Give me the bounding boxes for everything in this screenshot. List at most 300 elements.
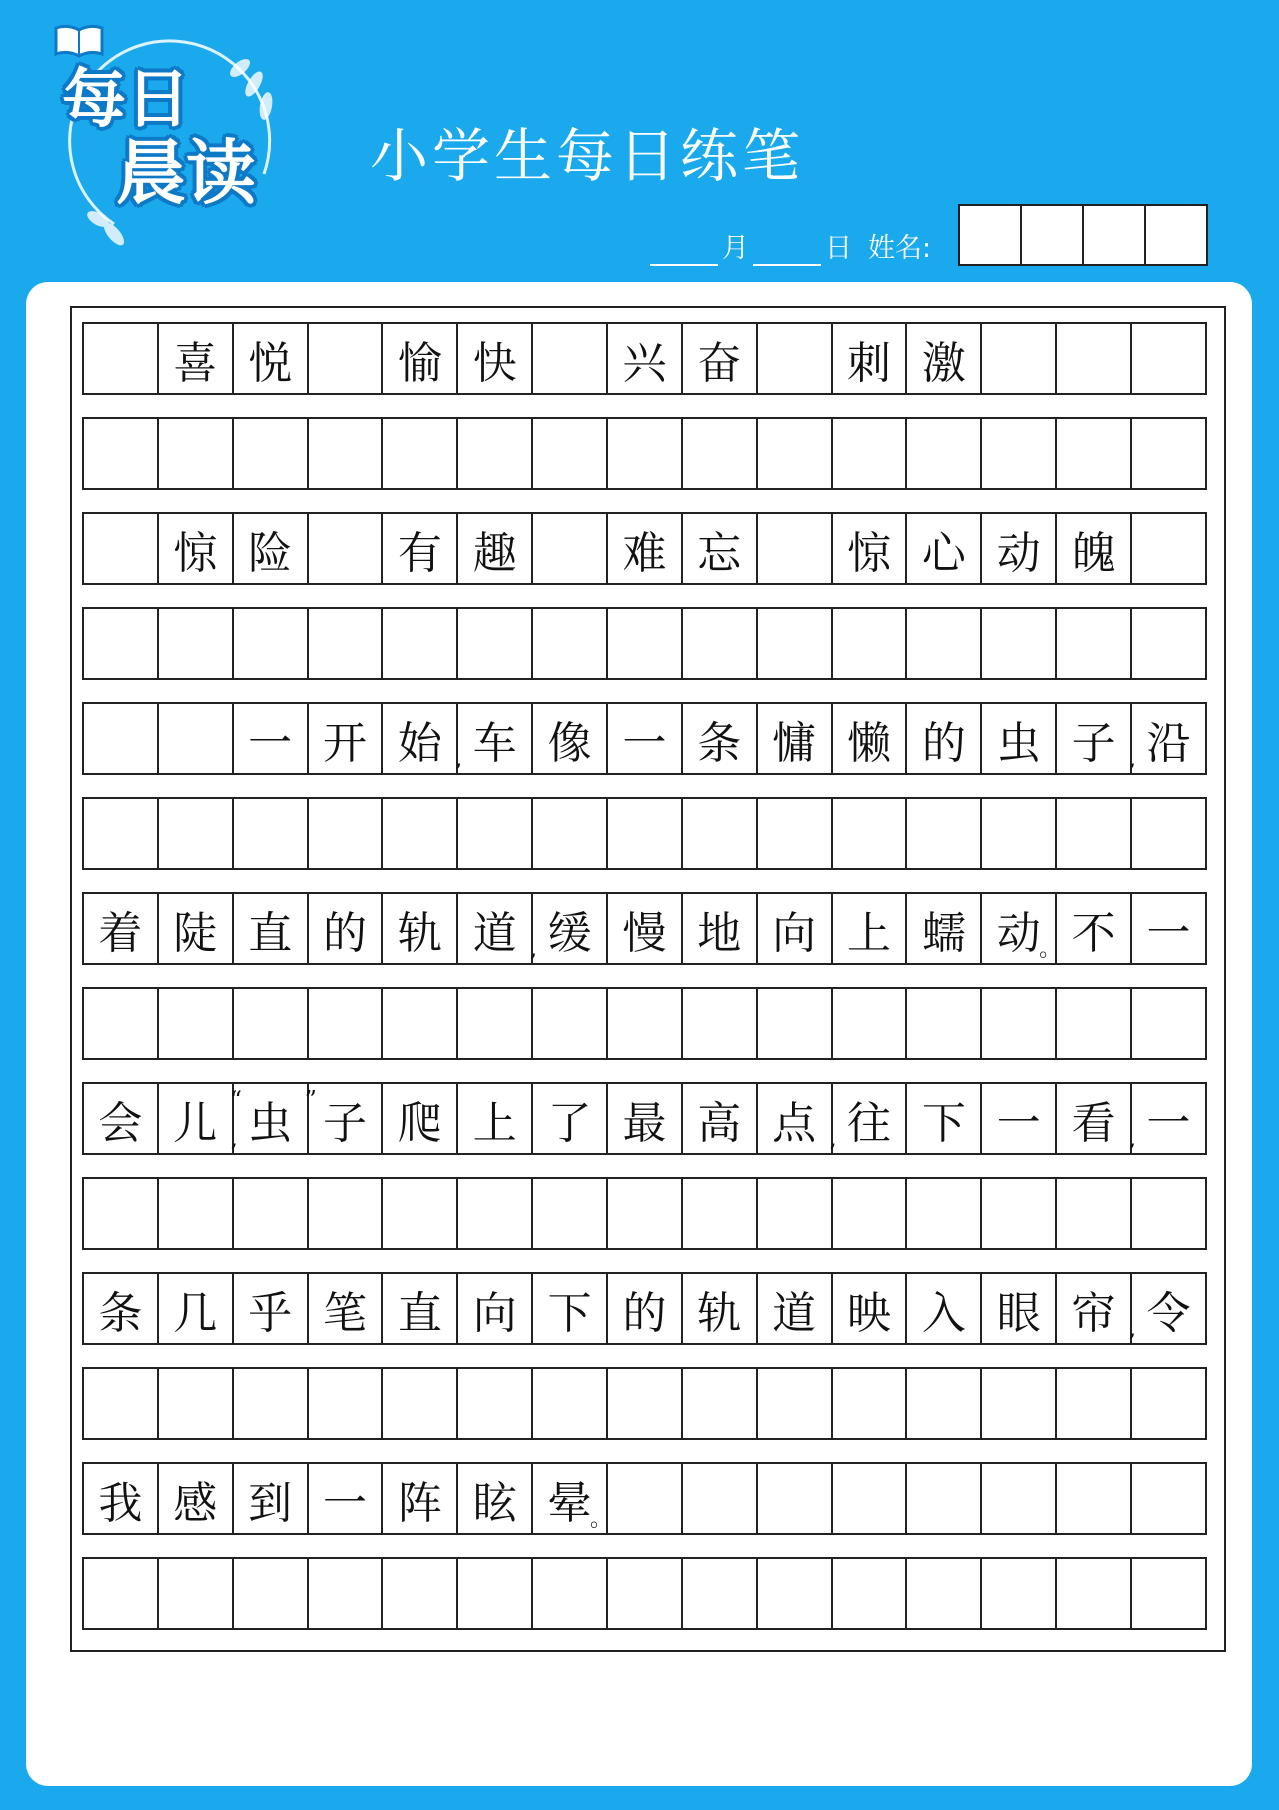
grid-cell	[907, 894, 982, 963]
grid-cell	[982, 514, 1057, 583]
cell-char: 魄	[1071, 527, 1116, 579]
cell-char: 兴	[622, 337, 667, 389]
cell-char: 点	[772, 1097, 817, 1149]
cell-char: 最	[622, 1097, 667, 1149]
grid-cell	[907, 1274, 982, 1343]
grid-cell	[982, 1369, 1057, 1438]
grid-cell	[458, 1084, 533, 1153]
punctuation-mark: 。	[590, 1507, 613, 1532]
grid-cell	[982, 1179, 1057, 1248]
punctuation-mark: 。	[1039, 937, 1062, 962]
grid-cell	[84, 704, 159, 773]
grid-cell	[1057, 609, 1132, 678]
grid-cell	[458, 989, 533, 1058]
grid-cell	[758, 894, 833, 963]
cell-char: 看	[1071, 1097, 1116, 1149]
grid-cell	[234, 799, 309, 868]
grid-cell	[982, 1464, 1057, 1533]
punctuation-mark: ,	[230, 1127, 238, 1152]
name-label: 姓名:	[868, 233, 932, 264]
cell-char: 开	[323, 717, 367, 769]
cell-char: 向	[472, 1287, 517, 1339]
open-book-icon	[54, 24, 104, 58]
cell-char: 趣	[472, 527, 517, 579]
grid-cell	[533, 1464, 613, 1533]
grid-cell	[383, 609, 458, 678]
grid-cell	[159, 1464, 234, 1533]
cell-char: 轨	[697, 1287, 742, 1339]
grid-cell	[1057, 1179, 1132, 1248]
name-box	[960, 206, 1022, 264]
grid-cell	[833, 799, 908, 868]
grid-cell	[159, 1274, 234, 1343]
grid-cell	[1132, 704, 1207, 773]
grid-cell	[758, 799, 833, 868]
cell-char: 一	[323, 1477, 367, 1529]
name-boxes	[958, 204, 1208, 266]
grid-cell	[833, 1369, 908, 1438]
punctuation-mark: ”	[304, 1086, 317, 1114]
grid-cell	[1132, 799, 1207, 868]
grid-cell	[383, 1369, 458, 1438]
grid-cell	[758, 704, 833, 773]
grid-cell	[84, 1369, 159, 1438]
cell-char: 乎	[248, 1287, 293, 1339]
grid-cell	[234, 514, 309, 583]
cell-char: 上	[472, 1097, 517, 1149]
grid-cell	[383, 799, 458, 868]
grid-cell	[833, 989, 908, 1058]
grid-cell	[458, 419, 533, 488]
grid-cell	[608, 1369, 683, 1438]
grid-cell	[982, 324, 1057, 393]
cell-char: 车	[472, 717, 517, 769]
grid-cell	[533, 419, 608, 488]
grid-cell	[683, 1274, 758, 1343]
grid-cell	[383, 514, 458, 583]
cell-char: 愉	[397, 337, 442, 389]
grid-cell	[1132, 514, 1207, 583]
grid-cell	[159, 799, 234, 868]
grid-cell	[758, 324, 833, 393]
cell-char: 不	[1071, 907, 1116, 959]
grid-cell	[907, 989, 982, 1058]
cell-char: 激	[921, 337, 966, 389]
cell-char: 奋	[697, 337, 742, 389]
grid-cell	[982, 609, 1057, 678]
grid-cell	[458, 1464, 533, 1533]
grid-cell	[833, 609, 908, 678]
grid-cell	[84, 1274, 159, 1343]
grid-cell	[234, 1464, 309, 1533]
grid-cell	[458, 324, 533, 393]
grid-cell	[234, 1559, 309, 1628]
grid-cell	[84, 1559, 159, 1628]
grid-cell	[833, 514, 908, 583]
cell-char: 会	[98, 1097, 143, 1149]
cell-char: 虫	[248, 1097, 293, 1149]
grid-cell	[1057, 514, 1132, 583]
grid-cell	[907, 704, 982, 773]
grid-cell	[982, 1559, 1057, 1628]
grid-cell	[159, 609, 234, 678]
grid-cell	[309, 1559, 384, 1628]
grid-cell	[309, 704, 384, 773]
cell-char: 的	[622, 1287, 667, 1339]
cell-char: 慵	[772, 717, 817, 769]
cell-char: 刺	[847, 337, 892, 389]
month-label: 月	[722, 233, 749, 264]
grid-cell	[982, 894, 1062, 963]
cell-char: 条	[697, 717, 742, 769]
grid-cell	[833, 1084, 908, 1153]
cell-char: 难	[622, 527, 667, 579]
grid-cell	[608, 894, 683, 963]
grid-cell	[1132, 894, 1207, 963]
grid-cell	[159, 324, 234, 393]
practice-row	[82, 1177, 1207, 1250]
grid-cell	[758, 1464, 833, 1533]
cell-char: 往	[847, 1097, 892, 1149]
grid-cell	[982, 1274, 1057, 1343]
cell-char: 向	[772, 907, 817, 959]
grid-cell	[758, 1084, 837, 1153]
grid-cell	[234, 704, 309, 773]
grid-cell	[683, 1369, 758, 1438]
grid-cell	[533, 1559, 608, 1628]
grid-cell	[833, 1179, 908, 1248]
cell-char: 子	[1071, 717, 1116, 769]
grid-cell	[234, 324, 309, 393]
grid-cell	[458, 1369, 533, 1438]
cell-char: 着	[98, 907, 143, 959]
text-row	[82, 1462, 1207, 1535]
punctuation-mark: ,	[1129, 747, 1137, 772]
grid-cell	[309, 419, 384, 488]
grid-cell	[533, 989, 608, 1058]
grid-cell	[234, 1369, 309, 1438]
grid-cell	[383, 1559, 458, 1628]
cell-char: 忘	[697, 527, 742, 579]
grid-cell	[533, 1179, 608, 1248]
grid-cell	[608, 1464, 683, 1533]
date-name-line	[646, 232, 931, 266]
grid-cell	[758, 514, 833, 583]
grid-cell	[458, 1559, 533, 1628]
grid-cell	[84, 1464, 159, 1533]
grid-cell	[683, 1084, 758, 1153]
cell-char: 惊	[847, 527, 892, 579]
grid-cell	[833, 894, 908, 963]
text-row	[82, 1082, 1207, 1155]
cell-char: 的	[921, 717, 966, 769]
grid-cell	[159, 1369, 234, 1438]
cell-char: 道	[772, 1287, 817, 1339]
grid-cell	[1057, 1369, 1132, 1438]
day-blank	[753, 236, 821, 266]
grid-cell	[309, 324, 384, 393]
cell-char: 几	[173, 1287, 218, 1339]
grid-cell	[309, 1274, 384, 1343]
grid-cell	[608, 704, 683, 773]
grid-cell	[458, 609, 533, 678]
grid-cell	[84, 514, 159, 583]
day-label: 日	[825, 233, 852, 264]
punctuation-mark: ,	[530, 937, 538, 962]
text-row	[82, 512, 1207, 585]
cell-char: 下	[547, 1287, 592, 1339]
cell-char: 一	[248, 717, 293, 769]
grid-cell	[383, 1084, 458, 1153]
cell-char: 始	[397, 717, 442, 769]
cell-char: 眩	[472, 1477, 517, 1529]
grid-cell	[1132, 609, 1207, 678]
cell-char: 陡	[173, 907, 218, 959]
grid-cell	[907, 514, 982, 583]
grid-cell	[309, 1179, 384, 1248]
grid-cell	[907, 1464, 982, 1533]
grid-cell	[234, 1274, 309, 1343]
cell-char: 悦	[248, 337, 293, 389]
grid-cell	[159, 419, 234, 488]
cell-char: 直	[397, 1287, 442, 1339]
grid-cell	[833, 1274, 908, 1343]
cell-char: 了	[547, 1097, 592, 1149]
cell-char: 沿	[1146, 717, 1191, 769]
grid-cell	[683, 324, 758, 393]
grid-cell	[833, 704, 908, 773]
grid-cell	[758, 1369, 833, 1438]
grid-cell	[533, 799, 608, 868]
cell-char: 像	[547, 717, 592, 769]
text-row	[82, 1272, 1207, 1345]
cell-char: 直	[248, 907, 293, 959]
cell-char: 道	[472, 907, 517, 959]
grid-cell	[84, 419, 159, 488]
grid-cell	[309, 514, 384, 583]
practice-row	[82, 607, 1207, 680]
grid-cell	[309, 894, 384, 963]
grid-cell	[309, 989, 384, 1058]
grid-cell	[533, 324, 608, 393]
month-blank	[650, 236, 718, 266]
punctuation-mark: “	[229, 1086, 242, 1114]
cell-char: 令	[1146, 1287, 1191, 1339]
grid-cell	[84, 894, 159, 963]
cell-char: 帘	[1071, 1287, 1116, 1339]
grid-cell	[159, 704, 234, 773]
grid-cell	[758, 1179, 833, 1248]
cell-char: 的	[323, 907, 367, 959]
grid-cell	[1132, 1559, 1207, 1628]
cell-char: 儿	[173, 1097, 218, 1149]
name-box	[1146, 206, 1206, 264]
punctuation-mark: ,	[829, 1127, 837, 1152]
cell-char: 轨	[397, 907, 442, 959]
grid-cell	[608, 1274, 683, 1343]
cell-char: 动	[996, 907, 1041, 959]
grid-cell	[1057, 324, 1132, 393]
grid-cell	[234, 1179, 309, 1248]
cell-char: 快	[472, 337, 517, 389]
grid-cell	[309, 609, 384, 678]
grid-cell	[1057, 1084, 1137, 1153]
cell-char: 爬	[397, 1097, 442, 1149]
grid-cell	[1057, 799, 1132, 868]
grid-cell	[229, 1084, 309, 1153]
text-row	[82, 702, 1207, 775]
grid-cell	[608, 514, 683, 583]
grid-cell	[458, 1274, 533, 1343]
cell-char: 上	[847, 907, 892, 959]
grid-cell	[383, 419, 458, 488]
name-box	[1022, 206, 1084, 264]
cell-char: 有	[397, 527, 442, 579]
grid-cell	[533, 894, 608, 963]
grid-cell	[383, 1179, 458, 1248]
grid-cell	[458, 704, 533, 773]
cell-char: 晕	[547, 1477, 592, 1529]
cell-char: 喜	[173, 337, 218, 389]
grid-cell	[309, 1464, 384, 1533]
grid-cell	[683, 419, 758, 488]
grid-cell	[608, 1084, 683, 1153]
grid-cell	[758, 1274, 833, 1343]
cell-char: 眼	[996, 1287, 1041, 1339]
grid-cell	[758, 989, 833, 1058]
grid-cell	[533, 704, 608, 773]
grid-cell	[907, 1179, 982, 1248]
cell-char: 一	[1146, 907, 1191, 959]
grid-cell	[907, 419, 982, 488]
grid-cell	[608, 324, 683, 393]
cell-char: 映	[847, 1287, 892, 1339]
grid-cell	[533, 514, 608, 583]
grid-cell	[159, 894, 234, 963]
grid-cell	[309, 1369, 384, 1438]
grid-cell	[683, 514, 758, 583]
grid-cell	[907, 1084, 982, 1153]
grid-cell	[1132, 324, 1207, 393]
cell-char: 惊	[173, 527, 218, 579]
grid-cell	[458, 1179, 533, 1248]
grid-cell	[383, 324, 458, 393]
cell-char: 高	[697, 1097, 742, 1149]
grid-cell	[683, 1179, 758, 1248]
cell-char: 到	[248, 1477, 293, 1529]
cell-char: 虫	[996, 717, 1041, 769]
grid-cell	[907, 1559, 982, 1628]
grid-cell	[533, 1274, 608, 1343]
logo-line-1: 每日	[62, 63, 190, 137]
grid-cell	[234, 894, 309, 963]
cell-char: 慢	[622, 907, 667, 959]
logo-badge	[54, 24, 294, 264]
cell-char: 蠕	[921, 907, 966, 959]
grid-cell	[234, 609, 309, 678]
grid-cell	[1057, 1464, 1132, 1533]
cell-char: 地	[697, 907, 742, 959]
cell-char: 笔	[323, 1287, 367, 1339]
grid-cell	[309, 799, 384, 868]
grid-cell	[383, 1464, 458, 1533]
grid-cell	[833, 324, 908, 393]
grid-cell	[608, 609, 683, 678]
grid-cell	[159, 1179, 234, 1248]
grid-cell	[608, 799, 683, 868]
cell-char: 险	[248, 527, 293, 579]
practice-row	[82, 797, 1207, 870]
cell-char: 我	[98, 1477, 143, 1529]
grid-cell	[383, 1274, 458, 1343]
name-box	[1084, 206, 1146, 264]
cell-char: 一	[622, 717, 667, 769]
cell-char: 感	[173, 1477, 218, 1529]
grid-cell	[982, 989, 1057, 1058]
grid-cell	[533, 1369, 608, 1438]
cell-char: 阵	[397, 1477, 442, 1529]
grid-cell	[159, 1084, 238, 1153]
grid-cell	[907, 609, 982, 678]
text-row	[82, 322, 1207, 395]
practice-row	[82, 1367, 1207, 1440]
grid-cell	[1132, 1369, 1207, 1438]
practice-row	[82, 1557, 1207, 1630]
grid-cell	[1057, 704, 1137, 773]
punctuation-mark: ,	[1129, 1127, 1137, 1152]
grid-cell	[907, 1369, 982, 1438]
grid-cell	[458, 514, 533, 583]
grid-cell	[758, 1559, 833, 1628]
grid-cell	[608, 989, 683, 1058]
cell-char: 一	[996, 1097, 1041, 1149]
practice-row	[82, 987, 1207, 1060]
grid-cell	[758, 609, 833, 678]
grid-cell	[84, 1084, 159, 1153]
cell-char: 心	[921, 527, 966, 579]
grid-cell	[683, 799, 758, 868]
grid-cell	[84, 989, 159, 1058]
grid-frame	[70, 306, 1226, 1652]
grid-cell	[907, 324, 982, 393]
grid-cell	[833, 1464, 908, 1533]
grid-cell	[533, 609, 608, 678]
text-row	[82, 892, 1207, 965]
grid-cell	[1132, 1274, 1207, 1343]
grid-cell	[982, 1084, 1057, 1153]
grid-cell	[234, 989, 309, 1058]
cell-char: 一	[1146, 1097, 1191, 1149]
grid-cell	[683, 1464, 758, 1533]
punctuation-mark: ,	[1129, 1317, 1137, 1342]
cell-char: 入	[921, 1287, 966, 1339]
grid-cell	[683, 989, 758, 1058]
grid-cell	[84, 609, 159, 678]
grid-cell	[304, 1084, 384, 1153]
grid-cell	[1057, 894, 1132, 963]
grid-cell	[683, 609, 758, 678]
grid-cell	[533, 1084, 608, 1153]
grid-cell	[683, 704, 758, 773]
grid-cell	[159, 989, 234, 1058]
grid-cell	[159, 1559, 234, 1628]
grid-cell	[1057, 1559, 1132, 1628]
grid-cell	[833, 1559, 908, 1628]
grid-cell	[683, 1559, 758, 1628]
grid-cell	[159, 514, 234, 583]
grid-cell	[383, 704, 463, 773]
page-title: 小学生每日练笔	[370, 122, 805, 190]
